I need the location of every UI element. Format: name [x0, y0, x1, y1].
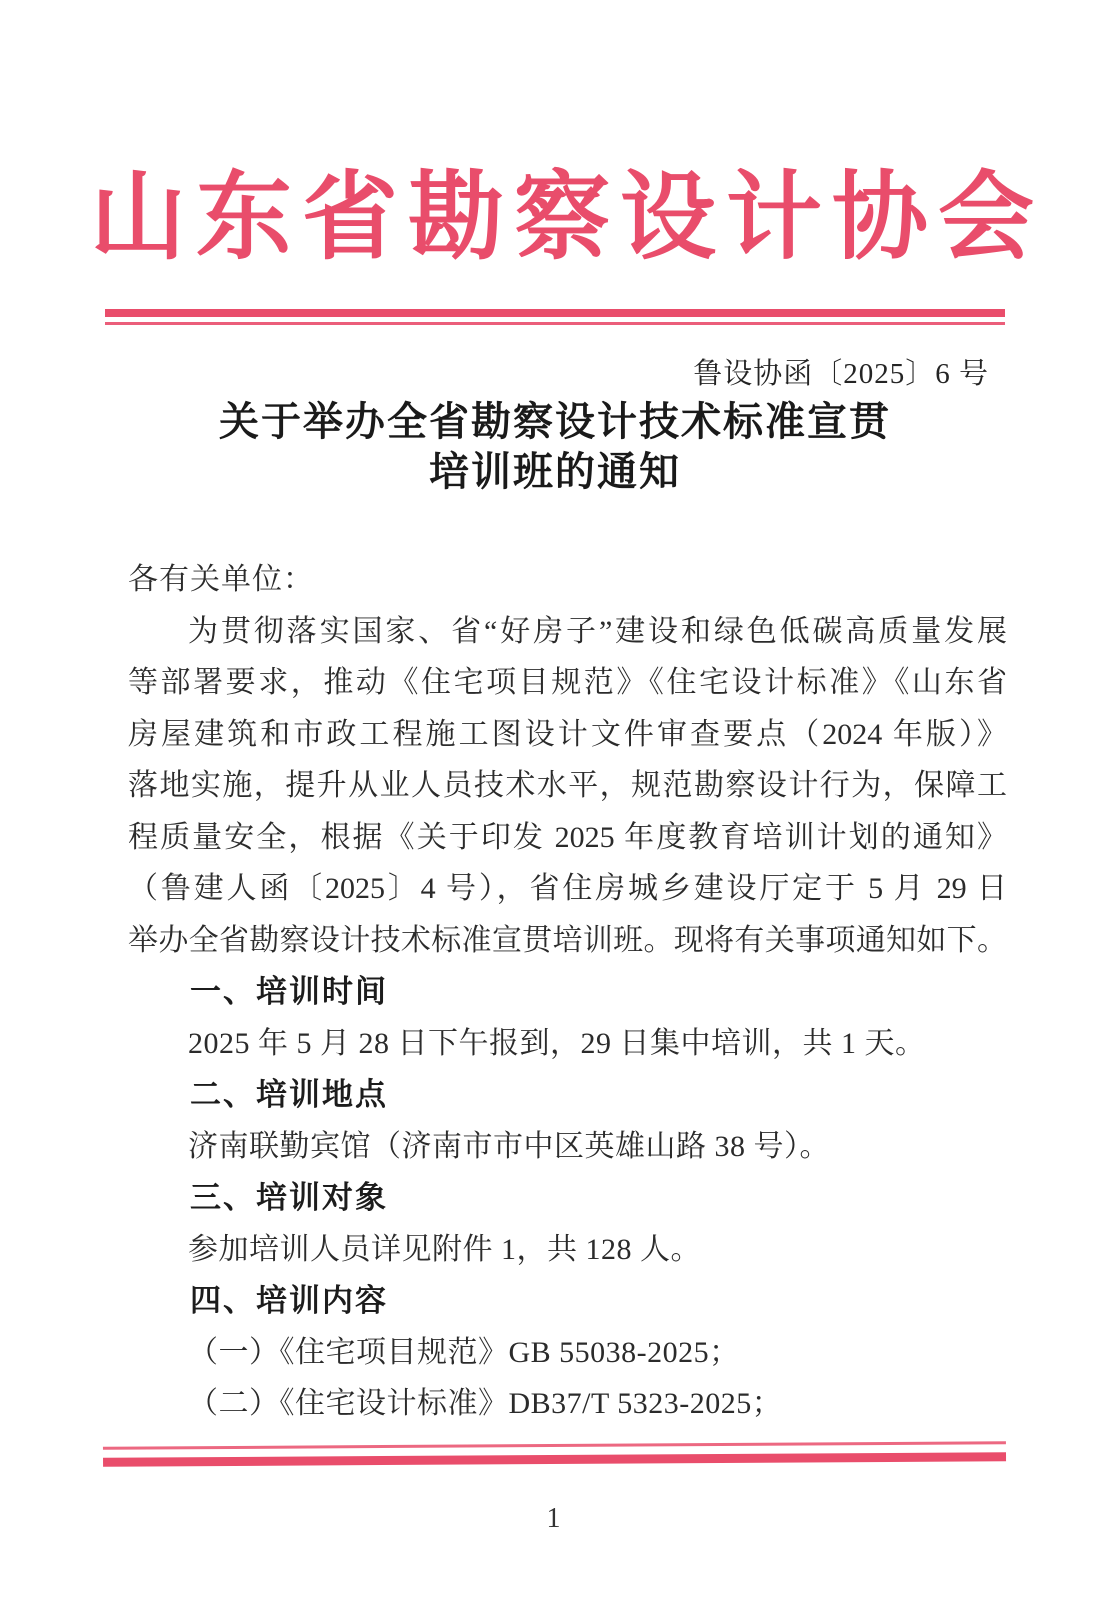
section-content-item-1: （一）《住宅项目规范》GB 55038-2025；	[188, 1335, 740, 1369]
paragraph-line: （鲁建人函〔2025〕4 号），省住房城乡建设厅定于 5 月 29 日	[128, 872, 1007, 905]
page-number: 1	[546, 1503, 561, 1534]
section-heading-training-time: 一、培训时间	[190, 974, 388, 1009]
section-heading-training-audience: 三、培训对象	[190, 1180, 388, 1215]
salutation-line: 各有关单位：	[128, 563, 314, 596]
section-heading-training-content: 四、培训内容	[190, 1283, 388, 1318]
paragraph-line: 落地实施，提升从业人员技术水平，规范勘察设计行为，保障工	[128, 769, 1007, 802]
paragraph-line: 举办全省勘察设计技术标准宣贯培训班。现将有关事项通知如下。	[128, 923, 1007, 957]
section-content-training-audience: 参加培训人员详见附件 1，共 128 人。	[188, 1232, 701, 1266]
paragraph-line: 房屋建筑和市政工程施工图设计文件审查要点（2024 年版）》	[128, 717, 1007, 751]
section-content-training-location: 济南联勤宾馆（济南市市中区英雄山路 38 号）。	[188, 1129, 830, 1163]
paragraph-line: 等部署要求，推动《住宅项目规范》《住宅设计标准》《山东省	[128, 666, 1007, 699]
footer-rule-thin	[103, 1441, 1006, 1450]
section-content-training-time: 2025 年 5 月 28 日下午报到，29 日集中培训，共 1 天。	[188, 1026, 926, 1060]
section-heading-training-location: 二、培训地点	[190, 1077, 388, 1112]
letterhead-rule-thin	[105, 322, 1005, 325]
document-number: 鲁设协函〔2025〕6 号	[693, 358, 989, 390]
notice-title-line1: 关于举办全省勘察设计技术标准宣贯	[219, 399, 891, 444]
section-content-item-2: （二）《住宅设计标准》DB37/T 5323-2025；	[188, 1387, 783, 1420]
paragraph-line: 为贯彻落实国家、省“好房子”建设和绿色低碳高质量发展	[188, 614, 1007, 648]
letterhead-rule-thick	[105, 309, 1005, 317]
letterhead-org-name: 山东省勘察设计协会	[90, 164, 1044, 271]
paragraph-line: 程质量安全，根据《关于印发 2025 年度教育培训计划的通知》	[128, 820, 1007, 854]
footer-rule-thick	[103, 1452, 1006, 1467]
footer-rules	[103, 1441, 1006, 1467]
notice-body	[128, 554, 1007, 1430]
notice-title	[90, 397, 1020, 497]
notice-title-line2: 培训班的通知	[429, 449, 681, 494]
